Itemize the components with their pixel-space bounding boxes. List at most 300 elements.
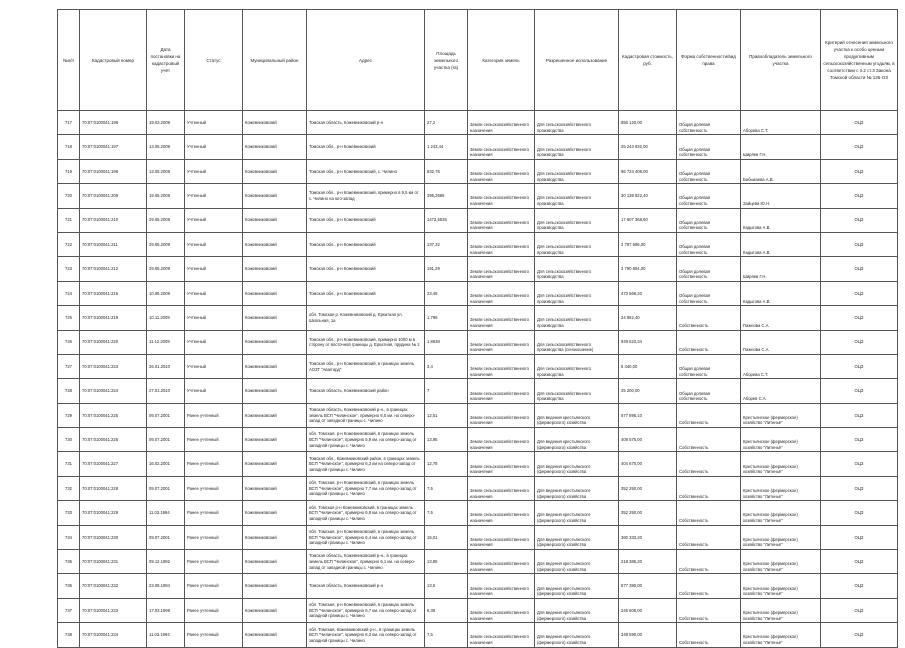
status-cell: Ранее учтенный bbox=[185, 574, 243, 598]
status-cell: Учтенный bbox=[185, 111, 243, 135]
cadastral-number-cell: 70:07:0100041:220 bbox=[80, 330, 147, 354]
status-cell: Учтенный bbox=[185, 159, 243, 183]
registration-date-cell: 27.01.2010 bbox=[147, 379, 185, 403]
table-row bbox=[58, 111, 898, 135]
owner-cell: Бабыкаева А.В. bbox=[741, 159, 821, 183]
row-number-cell: 737 bbox=[58, 598, 80, 622]
land-category-cell: Земли сельскохозяйственного назначения bbox=[468, 598, 535, 622]
registration-date-cell: 13.05.2009 bbox=[147, 159, 185, 183]
land-category-cell: Земли сельскохозяйственного назначения bbox=[468, 330, 535, 354]
area-cell: 12,78 bbox=[425, 452, 468, 476]
cadastral-number-cell: 70:07:0100041:233 bbox=[80, 598, 147, 622]
area-cell: 7,5 bbox=[425, 501, 468, 525]
status-cell: Учтенный bbox=[185, 257, 243, 281]
value-criterion-cell: ОЦЗ bbox=[821, 135, 898, 159]
column-header: Критерий отнесения земельного участка к особо ценным продуктивным сельскохозяйственным угодьям, в соответствии с п.2 ст.3 Закона Томской области № 135-ОЗ bbox=[821, 10, 898, 111]
status-cell: Ранее учтенный bbox=[185, 428, 243, 452]
cadastral-value-cell: 30 138 822,40 bbox=[619, 184, 677, 208]
municipal-district-cell: Кожевниковский bbox=[243, 525, 307, 549]
land-category-cell: Земли сельскохозяйственного назначения bbox=[468, 184, 535, 208]
address-cell: Томская область, Кожевниковский р-н., в границах земель ВСП "Чилинское", примерно 6,0 км. на северо-запад от западной границы с. Чилино bbox=[307, 403, 425, 427]
municipal-district-cell: Кожевниковский bbox=[243, 550, 307, 574]
column-header: Статус bbox=[185, 10, 243, 111]
land-category-cell: Земли сельскохозяйственного назначения bbox=[468, 306, 535, 330]
address-cell: Томская обл., р-н Кожевниковский, с. Чилино bbox=[307, 159, 425, 183]
cadastral-value-cell: 856 120,00 bbox=[619, 111, 677, 135]
address-cell: обл. Томская р-н Кожевниковский, в границах земель ВСП "Чилинское", примерно 6,9 км. на северо-запад от западной границы с. Чилино bbox=[307, 501, 425, 525]
municipal-district-cell: Кожевниковский bbox=[243, 330, 307, 354]
status-cell: Ранее учтенный bbox=[185, 452, 243, 476]
value-criterion-cell: ОЦЗ bbox=[821, 184, 898, 208]
area-cell: 1 243,44 bbox=[425, 135, 468, 159]
area-cell: 1,796 bbox=[425, 306, 468, 330]
registration-date-cell: 11.03.1994 bbox=[147, 501, 185, 525]
cadastral-number-cell: 70:07:0100041:210 bbox=[80, 208, 147, 232]
row-number-cell: 738 bbox=[58, 623, 80, 647]
permitted-use-cell: Для ведения крестьянского (фермерского) хозяйства bbox=[535, 403, 619, 427]
cadastral-value-cell: 348 590,00 bbox=[619, 623, 677, 647]
cadastral-number-cell: 70:07:0100041:227 bbox=[80, 452, 147, 476]
municipal-district-cell: Кожевниковский bbox=[243, 257, 307, 281]
row-number-cell: 722 bbox=[58, 232, 80, 256]
owner-cell: Крестьянское (фермерское) хозяйство "Литеньё" bbox=[741, 403, 821, 427]
municipal-district-cell: Кожевниковский bbox=[243, 379, 307, 403]
permitted-use-cell: Для сельскохозяйственного производства bbox=[535, 111, 619, 135]
cadastral-value-cell: 352 250,00 bbox=[619, 476, 677, 500]
status-cell: Ранее учтенный bbox=[185, 476, 243, 500]
land-category-cell: Земли сельскохозяйственного назначения bbox=[468, 428, 535, 452]
registration-date-cell: 29.05.2009 bbox=[147, 232, 185, 256]
cadastral-number-cell: 70:07:0100041:228 bbox=[80, 476, 147, 500]
permitted-use-cell: Для сельскохозяйственного производства bbox=[535, 379, 619, 403]
owner-cell: Аборева С.Т. bbox=[741, 111, 821, 135]
owner-cell: Кадыгова А.В. bbox=[741, 281, 821, 305]
ownership-form-cell: Собственность bbox=[677, 574, 741, 598]
land-category-cell: Земли сельскохозяйственного назначения bbox=[468, 232, 535, 256]
table-row bbox=[58, 403, 898, 427]
municipal-district-cell: Кожевниковский bbox=[243, 403, 307, 427]
value-criterion-cell: ОЦЗ bbox=[821, 476, 898, 500]
ownership-form-cell: Общая долевая собственность bbox=[677, 354, 741, 378]
cadastral-number-cell: 70:07:0100041:209 bbox=[80, 184, 147, 208]
address-cell: Томская область, Кожевниковский район bbox=[307, 379, 425, 403]
permitted-use-cell: Для ведения крестьянского (фермерского) хозяйства bbox=[535, 476, 619, 500]
cadastral-number-cell: 70:07:0100041:232 bbox=[80, 574, 147, 598]
cadastral-value-cell: 3 790 854,00 bbox=[619, 257, 677, 281]
ownership-form-cell: Собственность bbox=[677, 452, 741, 476]
owner-cell: Крестьянское (фермерское) хозяйство "Литеньё" bbox=[741, 550, 821, 574]
address-cell: обл. Томская, р-н Кожевниковский, в границах земель ВСП "Чилинское", примерно 6,4 км. на северо-запад от западной границы с. Чилино bbox=[307, 525, 425, 549]
cadastral-number-cell: 70:07:0100041:230 bbox=[80, 525, 147, 549]
owner-cell: Крестьянское (фермерское) хозяйство "Литеньё" bbox=[741, 476, 821, 500]
status-cell: Ранее учтенный bbox=[185, 501, 243, 525]
owner-cell: Пажнова С.А. bbox=[741, 306, 821, 330]
registration-date-cell: 23.08.1994 bbox=[147, 574, 185, 598]
value-criterion-cell: ОЦЗ bbox=[821, 257, 898, 281]
owner-cell: Крестьянское (фермерское) хозяйство "Литеньё" bbox=[741, 525, 821, 549]
ownership-form-cell: Общая долевая собственность bbox=[677, 184, 741, 208]
municipal-district-cell: Кожевниковский bbox=[243, 306, 307, 330]
cadastral-value-cell: 473 568,20 bbox=[619, 281, 677, 305]
cadastral-value-cell: 5 440,00 bbox=[619, 354, 677, 378]
registration-date-cell: 09.12.1992 bbox=[147, 550, 185, 574]
municipal-district-cell: Кожевниковский bbox=[243, 354, 307, 378]
row-number-cell: 718 bbox=[58, 135, 80, 159]
land-category-cell: Земли сельскохозяйственного назначения bbox=[468, 379, 535, 403]
table-row bbox=[58, 257, 898, 281]
ownership-form-cell: Собственность bbox=[677, 598, 741, 622]
value-criterion-cell: ОЦЗ bbox=[821, 403, 898, 427]
value-criterion-cell: ОЦЗ bbox=[821, 354, 898, 378]
column-header: Форма собственности/вид права bbox=[677, 10, 741, 111]
permitted-use-cell: Для сельскохозяйственного производства bbox=[535, 306, 619, 330]
status-cell: Ранее учтенный bbox=[185, 598, 243, 622]
owner-cell: Крестьянское (фермерское) хозяйство "Литеньё" bbox=[741, 623, 821, 647]
municipal-district-cell: Кожевниковский bbox=[243, 476, 307, 500]
permitted-use-cell: Для ведения крестьянского (фермерского) хозяйства bbox=[535, 574, 619, 598]
area-cell: 27,2 bbox=[425, 111, 468, 135]
status-cell: Учтенный bbox=[185, 232, 243, 256]
table-row bbox=[58, 525, 898, 549]
value-criterion-cell: ОЦЗ bbox=[821, 428, 898, 452]
address-cell: Томская обл., р-н Кожевниковский, примерно в 9,5 км от с. Чилино на юго-запад bbox=[307, 184, 425, 208]
municipal-district-cell: Кожевниковский bbox=[243, 184, 307, 208]
owner-cell: Крестьянское (фермерское) хозяйство "Литеньё" bbox=[741, 501, 821, 525]
column-header: Кадастровый номер bbox=[80, 10, 147, 111]
value-criterion-cell: ОЦЗ bbox=[821, 111, 898, 135]
municipal-district-cell: Кожевниковский bbox=[243, 452, 307, 476]
value-criterion-cell: ОЦЗ bbox=[821, 525, 898, 549]
row-number-cell: 720 bbox=[58, 184, 80, 208]
address-cell: Томская область, Кожевниковский р-н., в границах земель ВСП "Чилинское", примерно 6,1 км. на северо-запад от западной границы с. Чилино bbox=[307, 550, 425, 574]
address-cell: Томская обл., р-н Кожевниковский, в границах земель АОЗТ "Аваггард" bbox=[307, 354, 425, 378]
value-criterion-cell: ОЦЗ bbox=[821, 330, 898, 354]
ownership-form-cell: Общая долевая собственность bbox=[677, 111, 741, 135]
cadastral-value-cell: 25 243 832,00 bbox=[619, 135, 677, 159]
land-category-cell: Земли сельскохозяйственного назначения bbox=[468, 476, 535, 500]
area-cell: 395,2665 bbox=[425, 184, 468, 208]
cadastral-value-cell: 577 380,00 bbox=[619, 574, 677, 598]
municipal-district-cell: Кожевниковский bbox=[243, 623, 307, 647]
cadastral-number-cell: 70:07:0100041:225 bbox=[80, 403, 147, 427]
row-number-cell: 727 bbox=[58, 354, 80, 378]
ownership-form-cell: Общая долевая собственность bbox=[677, 159, 741, 183]
owner-cell: Аборева С.Т. bbox=[741, 354, 821, 378]
table-row bbox=[58, 306, 898, 330]
address-cell: Томская обл., р-н Кожевниковский bbox=[307, 135, 425, 159]
cadastral-number-cell: 70:07:0100041:198 bbox=[80, 111, 147, 135]
column-header: Адрес bbox=[307, 10, 425, 111]
table-row bbox=[58, 232, 898, 256]
column-header: №п/п bbox=[58, 10, 80, 111]
value-criterion-cell: ОЦЗ bbox=[821, 598, 898, 622]
ownership-form-cell: Общая долевая собственность bbox=[677, 232, 741, 256]
land-category-cell: Земли сельскохозяйственного назначения bbox=[468, 623, 535, 647]
registration-date-cell: 17.03.1998 bbox=[147, 598, 185, 622]
value-criterion-cell: ОЦЗ bbox=[821, 306, 898, 330]
column-header: Разрешенное использование bbox=[535, 10, 619, 111]
status-cell: Учтенный bbox=[185, 135, 243, 159]
value-criterion-cell: ОЦЗ bbox=[821, 379, 898, 403]
table-row bbox=[58, 501, 898, 525]
municipal-district-cell: Кожевниковский bbox=[243, 232, 307, 256]
column-header: Кадастровая стоимость, руб. bbox=[619, 10, 677, 111]
row-number-cell: 736 bbox=[58, 574, 80, 598]
row-number-cell: 728 bbox=[58, 379, 80, 403]
cadastral-number-cell: 70:07:0100041:211 bbox=[80, 232, 147, 256]
ownership-form-cell: Общая долевая собственность bbox=[677, 208, 741, 232]
permitted-use-cell: Для ведения крестьянского (фермерского) хозяйства bbox=[535, 452, 619, 476]
area-cell: 12,51 bbox=[425, 403, 468, 427]
owner-cell: Крестьянское (фермерское) хозяйство "Литеньё" bbox=[741, 428, 821, 452]
table-row bbox=[58, 184, 898, 208]
area-cell: 13,85 bbox=[425, 550, 468, 574]
value-criterion-cell: ОЦЗ bbox=[821, 208, 898, 232]
status-cell: Ранее учтенный bbox=[185, 550, 243, 574]
permitted-use-cell: Для сельскохозяйственного производства bbox=[535, 281, 619, 305]
table-row bbox=[58, 550, 898, 574]
cadastral-number-cell: 70:07:0100041:198 bbox=[80, 159, 147, 183]
table-row bbox=[58, 428, 898, 452]
area-cell: 13,5 bbox=[425, 574, 468, 598]
area-cell: 23,48 bbox=[425, 281, 468, 305]
owner-cell: Зайцева Ю.Н. bbox=[741, 184, 821, 208]
municipal-district-cell: Кожевниковский bbox=[243, 208, 307, 232]
cadastral-number-cell: 70:07:0100041:223 bbox=[80, 354, 147, 378]
address-cell: обл. Томская р. Кожевниковский д. Еркатная ул. Школьная, 1а bbox=[307, 306, 425, 330]
column-header: Площадь земельного участка (га) bbox=[425, 10, 468, 111]
address-cell: Томская обл., р-н Кожевниковский, примерно 1000 м в сторону от восточной границы д. Еркатная, прудина № 2 bbox=[307, 330, 425, 354]
status-cell: Учтенный bbox=[185, 379, 243, 403]
row-number-cell: 726 bbox=[58, 330, 80, 354]
land-parcel-table bbox=[57, 9, 898, 648]
ownership-form-cell: Собственность bbox=[677, 428, 741, 452]
ownership-form-cell: Собственность bbox=[677, 306, 741, 330]
table-row bbox=[58, 379, 898, 403]
cadastral-number-cell: 70:07:0100041:229 bbox=[80, 501, 147, 525]
value-criterion-cell: ОЦЗ bbox=[821, 159, 898, 183]
area-cell: 15,01 bbox=[425, 525, 468, 549]
permitted-use-cell: Для сельскохозяйственного производства bbox=[535, 184, 619, 208]
ownership-form-cell: Собственность bbox=[677, 550, 741, 574]
table-row bbox=[58, 135, 898, 159]
cadastral-number-cell: 70:07:0100041:197 bbox=[80, 135, 147, 159]
registration-date-cell: 09.07.2001 bbox=[147, 403, 185, 427]
owner-cell: Кадыгова А.В. bbox=[741, 208, 821, 232]
land-category-cell: Земли сельскохозяйственного назначения bbox=[468, 452, 535, 476]
area-cell: 13,95 bbox=[425, 428, 468, 452]
registration-date-cell: 10.11.2009 bbox=[147, 306, 185, 330]
document-page bbox=[57, 9, 897, 648]
status-cell: Ранее учтенный bbox=[185, 403, 243, 427]
status-cell: Учтенный bbox=[185, 184, 243, 208]
permitted-use-cell: Для ведения крестьянского (фермерского) хозяйства bbox=[535, 501, 619, 525]
address-cell: Томская область, Кожевниковский р-н bbox=[307, 111, 425, 135]
cadastral-value-cell: 404 670,00 bbox=[619, 452, 677, 476]
registration-date-cell: 16.02.2001 bbox=[147, 452, 185, 476]
ownership-form-cell: Общая долевая собственность bbox=[677, 379, 741, 403]
registration-date-cell: 19.05.2009 bbox=[147, 184, 185, 208]
registration-date-cell: 11.12.2009 bbox=[147, 330, 185, 354]
cadastral-value-cell: 245 605,00 bbox=[619, 598, 677, 622]
ownership-form-cell: Общая долевая собственность bbox=[677, 281, 741, 305]
address-cell: Томская обл., р-н Кожевниковский bbox=[307, 208, 425, 232]
address-cell: Томская область, Кожевниковский р-н bbox=[307, 574, 425, 598]
area-cell: 3,4 bbox=[425, 354, 468, 378]
area-cell: 137,32 bbox=[425, 232, 468, 256]
land-category-cell: Земли сельскохозяйственного назначения bbox=[468, 354, 535, 378]
status-cell: Учтенный bbox=[185, 330, 243, 354]
permitted-use-cell: Для ведения крестьянского (фермерского) хозяйства bbox=[535, 623, 619, 647]
land-category-cell: Земли сельскохозяйственного назначения bbox=[468, 111, 535, 135]
address-cell: обл. Томская, р-н Кожевниковский, в границах земель ВСП "Чилинское", примерно 5,9 км. на северо-запад от западной границы с. Чилино bbox=[307, 428, 425, 452]
column-header: Правообладатель земельного участка bbox=[741, 10, 821, 111]
municipal-district-cell: Кожевниковский bbox=[243, 281, 307, 305]
ownership-form-cell: Собственность bbox=[677, 476, 741, 500]
municipal-district-cell: Кожевниковский bbox=[243, 598, 307, 622]
area-cell: 191,29 bbox=[425, 257, 468, 281]
cadastral-value-cell: 408 575,00 bbox=[619, 428, 677, 452]
area-cell: 7 bbox=[425, 379, 468, 403]
row-number-cell: 725 bbox=[58, 306, 80, 330]
table-row bbox=[58, 452, 898, 476]
table-header-row bbox=[58, 10, 898, 111]
registration-date-cell: 26.01.2010 bbox=[147, 354, 185, 378]
municipal-district-cell: Кожевниковский bbox=[243, 135, 307, 159]
ownership-form-cell: Общая долевая собственность bbox=[677, 135, 741, 159]
address-cell: обл. Томская, Кожевниковский р-н., в границах земель ВСП "Чилинское", примерно 6,3 км. на северо-запад от западной границы с. Чилино bbox=[307, 623, 425, 647]
land-category-cell: Земли сельскохозяйственного назначения bbox=[468, 257, 535, 281]
land-category-cell: Земли сельскохозяйственного назначения bbox=[468, 574, 535, 598]
ownership-form-cell: Общая долевая собственность bbox=[677, 257, 741, 281]
permitted-use-cell: Для сельскохозяйственного производства bbox=[535, 159, 619, 183]
address-cell: Томская обл., Кожевниковский район, в границах земель ВСП "Чилинское", примерно 6,3 км на северо-запад от западной границы с. Чилино bbox=[307, 452, 425, 476]
value-criterion-cell: ОЦЗ bbox=[821, 623, 898, 647]
ownership-form-cell: Собственность bbox=[677, 330, 741, 354]
registration-date-cell: 29.05.2009 bbox=[147, 257, 185, 281]
cadastral-number-cell: 70:07:0100041:212 bbox=[80, 257, 147, 281]
cadastral-value-cell: 218 385,20 bbox=[619, 550, 677, 574]
land-category-cell: Земли сельскохозяйственного назначения bbox=[468, 135, 535, 159]
owner-cell: Пажнова С.А. bbox=[741, 330, 821, 354]
owner-cell: Ширяев Г.Н. bbox=[741, 135, 821, 159]
column-header: Категория земель bbox=[468, 10, 535, 111]
row-number-cell: 732 bbox=[58, 476, 80, 500]
cadastral-value-cell: 849 623,34 bbox=[619, 330, 677, 354]
row-number-cell: 719 bbox=[58, 159, 80, 183]
cadastral-value-cell: 17 607 368,60 bbox=[619, 208, 677, 232]
cadastral-value-cell: 24 862,40 bbox=[619, 306, 677, 330]
cadastral-number-cell: 70:07:0100041:234 bbox=[80, 623, 147, 647]
permitted-use-cell: Для сельскохозяйственного производства bbox=[535, 135, 619, 159]
ownership-form-cell: Собственность bbox=[677, 501, 741, 525]
table-row bbox=[58, 354, 898, 378]
cadastral-value-cell: 96 724 408,00 bbox=[619, 159, 677, 183]
municipal-district-cell: Кожевниковский bbox=[243, 159, 307, 183]
row-number-cell: 733 bbox=[58, 501, 80, 525]
registration-date-cell: 09.07.2001 bbox=[147, 525, 185, 549]
owner-cell: Кадыгова А.В. bbox=[741, 232, 821, 256]
permitted-use-cell: Для сельскохозяйственного производства bbox=[535, 232, 619, 256]
value-criterion-cell: ОЦЗ bbox=[821, 232, 898, 256]
registration-date-cell: 10.06.2009 bbox=[147, 281, 185, 305]
table-row bbox=[58, 574, 898, 598]
status-cell: Учтенный bbox=[185, 306, 243, 330]
registration-date-cell: 13.05.2009 bbox=[147, 135, 185, 159]
status-cell: Ранее учтенный bbox=[185, 623, 243, 647]
value-criterion-cell: ОЦЗ bbox=[821, 452, 898, 476]
address-cell: Томская обл., р-н Кожевниковский bbox=[307, 257, 425, 281]
registration-date-cell: 29.05.2009 bbox=[147, 208, 185, 232]
area-cell: 1,8638 bbox=[425, 330, 468, 354]
municipal-district-cell: Кожевниковский bbox=[243, 501, 307, 525]
land-category-cell: Земли сельскохозяйственного назначения bbox=[468, 403, 535, 427]
land-category-cell: Земли сельскохозяйственного назначения bbox=[468, 281, 535, 305]
cadastral-number-cell: 70:07:0100041:219 bbox=[80, 306, 147, 330]
status-cell: Ранее учтенный bbox=[185, 525, 243, 549]
cadastral-number-cell: 70:07:0100041:231 bbox=[80, 550, 147, 574]
permitted-use-cell: Для сельскохозяйственного производства bbox=[535, 354, 619, 378]
table-row bbox=[58, 281, 898, 305]
value-criterion-cell: ОЦЗ bbox=[821, 281, 898, 305]
address-cell: Томская обл., р-н Кожевниковский bbox=[307, 232, 425, 256]
municipal-district-cell: Кожевниковский bbox=[243, 428, 307, 452]
owner-cell: Аборев С.А. bbox=[741, 379, 821, 403]
row-number-cell: 730 bbox=[58, 428, 80, 452]
area-cell: 1472,5535 bbox=[425, 208, 468, 232]
column-header: Дата постановки на кадастровый учёт bbox=[147, 10, 185, 111]
permitted-use-cell: Для ведения крестьянского (фермерского) хозяйства bbox=[535, 428, 619, 452]
row-number-cell: 723 bbox=[58, 257, 80, 281]
row-number-cell: 724 bbox=[58, 281, 80, 305]
area-cell: 7,5 bbox=[425, 476, 468, 500]
permitted-use-cell: Для сельскохозяйственного производства bbox=[535, 257, 619, 281]
cadastral-value-cell: 360 333,20 bbox=[619, 525, 677, 549]
status-cell: Учтенный bbox=[185, 208, 243, 232]
owner-cell: Крестьянское (фермерское) хозяйство "Литеньё" bbox=[741, 598, 821, 622]
value-criterion-cell: ОЦЗ bbox=[821, 501, 898, 525]
row-number-cell: 721 bbox=[58, 208, 80, 232]
municipal-district-cell: Кожевниковский bbox=[243, 111, 307, 135]
address-cell: Томская обл., р-н Кожевниковский bbox=[307, 281, 425, 305]
permitted-use-cell: Для сельскохозяйственного производства (сенокошение) bbox=[535, 330, 619, 354]
cadastral-value-cell: 577 895,10 bbox=[619, 403, 677, 427]
registration-date-cell: 09.07.2001 bbox=[147, 476, 185, 500]
permitted-use-cell: Для сельскохозяйственного производства bbox=[535, 208, 619, 232]
status-cell: Учтенный bbox=[185, 354, 243, 378]
address-cell: обл. Томская, р-н Кожевниковский, в границах земель ВСП "Чилинское", примерно 6,7 км. на северо-запад от западной границы с. Чилино bbox=[307, 598, 425, 622]
row-number-cell: 735 bbox=[58, 550, 80, 574]
cadastral-number-cell: 70:07:0100041:224 bbox=[80, 379, 147, 403]
ownership-form-cell: Собственность bbox=[677, 525, 741, 549]
owner-cell: Ширяев Г.Н. bbox=[741, 257, 821, 281]
permitted-use-cell: Для ведения крестьянского (фермерского) хозяйства bbox=[535, 550, 619, 574]
cadastral-number-cell: 70:07:0100041:216 bbox=[80, 281, 147, 305]
status-cell: Учтенный bbox=[185, 281, 243, 305]
land-category-cell: Земли сельскохозяйственного назначения bbox=[468, 159, 535, 183]
ownership-form-cell: Собственность bbox=[677, 623, 741, 647]
cadastral-value-cell: 2 787 596,00 bbox=[619, 232, 677, 256]
land-category-cell: Земли сельскохозяйственного назначения bbox=[468, 208, 535, 232]
permitted-use-cell: Для ведения крестьянского (фермерского) хозяйства bbox=[535, 598, 619, 622]
owner-cell: Крестьянское (фермерское) хозяйство "Литеньё" bbox=[741, 452, 821, 476]
table-row bbox=[58, 598, 898, 622]
cadastral-value-cell: 352 250,00 bbox=[619, 501, 677, 525]
land-category-cell: Земли сельскохозяйственного назначения bbox=[468, 550, 535, 574]
area-cell: 6,39 bbox=[425, 598, 468, 622]
value-criterion-cell: ОЦЗ bbox=[821, 550, 898, 574]
area-cell: 832,76 bbox=[425, 159, 468, 183]
